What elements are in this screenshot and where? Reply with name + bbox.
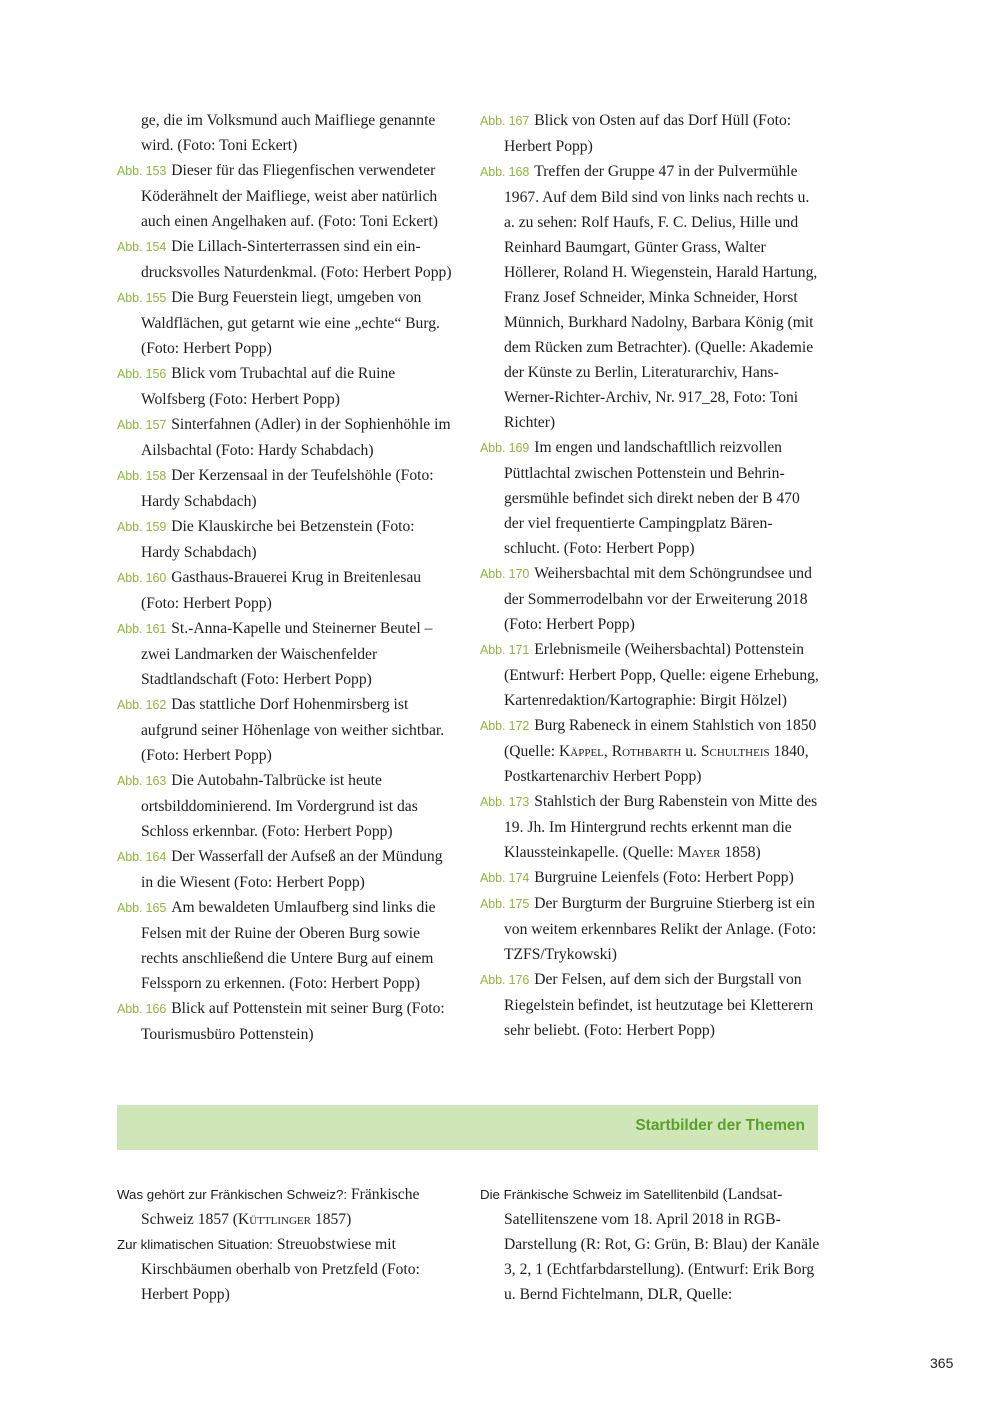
- figure-number: Abb. 170: [480, 567, 530, 581]
- figure-number: Abb. 169: [480, 441, 530, 455]
- themes-right-column: [480, 1182, 820, 1307]
- author-name: Rothbarth: [611, 743, 682, 760]
- figure-caption: [480, 789, 820, 865]
- figure-number: Abb. 163: [117, 774, 167, 788]
- caption-text: Streuobstwiese mit Kirschbäumen oberhalb von Pretzfeld (Foto: Herbert Popp): [141, 1236, 420, 1303]
- figure-caption: [117, 616, 457, 692]
- theme-title: Zur klimatischen Situation:: [117, 1237, 273, 1252]
- figure-number: Abb. 173: [480, 795, 530, 809]
- theme-title: Was gehört zur Fränkischen Schweiz?:: [117, 1187, 348, 1202]
- figure-caption: [117, 692, 457, 768]
- caption-text: Stahlstich der Burg Rabenstein von Mitte des 19. Jh. Im Hintergrund rechts erkennt man die Klaussteinkapelle. (Quelle:: [504, 793, 818, 861]
- theme-title: Die Fränkische Schweiz im Satellitenbild: [480, 1187, 719, 1202]
- caption-text: Die Klauskirche bei Betzenstein (Foto: Hardy Schabdach): [141, 518, 415, 561]
- caption-text: Das stattliche Dorf Hohenmirsberg ist aufgrund seiner Höhenlage von weither sichtbar. (Foto: Herbert Popp): [141, 696, 445, 764]
- figure-number: Abb. 176: [480, 973, 530, 987]
- caption-text: Der Wasserfall der Aufseß an der Mündung in die Wiesent (Foto: Herbert Popp): [141, 848, 443, 891]
- figure-caption: [117, 768, 457, 844]
- figure-caption: [117, 285, 457, 361]
- caption-text: Im engen und landschaftllich reizvollen Püttlachtal zwischen Pottenstein und Behringersmühle befindet sich direkt neben der B 470 der viel frequentierte Campingplatz Bärenschlucht. (Foto: Herbert Popp): [504, 439, 800, 557]
- figure-number: Abb. 174: [480, 871, 530, 885]
- section-title: Startbilder der Themen: [635, 1117, 805, 1134]
- figure-caption: [117, 463, 457, 514]
- captions-left-column: [117, 108, 457, 1047]
- figure-caption: [480, 435, 820, 561]
- caption-text: Die Lillach-Sinterterrassen sind ein eindrucksvolles Naturdenkmal. (Foto: Herbert Popp): [141, 238, 452, 281]
- caption-text: u.: [681, 743, 701, 760]
- caption-text: St.-Anna-Kapelle und Steinerner Beutel – zwei Landmarken der Waischenfelder Stadtlandschaft (Foto: Herbert Popp): [141, 620, 433, 688]
- figure-caption: [117, 514, 457, 565]
- figure-caption: [117, 844, 457, 895]
- caption-text: ge, die im Volksmund auch Maifliege genannte wird. (Foto: Toni Eckert): [141, 112, 436, 154]
- caption-text: 1858): [720, 844, 761, 861]
- figure-caption: [117, 565, 457, 616]
- figure-caption: [117, 361, 457, 412]
- caption-text: Burg Rabeneck in einem Stahlstich von 1850 (Quelle:: [504, 717, 817, 760]
- caption-text: 1840, Postkartenarchiv Herbert Popp): [504, 743, 809, 785]
- caption-text: 1857): [311, 1211, 352, 1228]
- figure-caption: [480, 865, 820, 891]
- figure-number: Abb. 160: [117, 571, 167, 585]
- figure-caption: [480, 637, 820, 713]
- author-name: Käppel: [559, 743, 604, 760]
- theme-caption: [117, 1182, 457, 1232]
- caption-text: Burgruine Leienfels (Foto: Herbert Popp): [534, 869, 794, 886]
- caption-text: Blick vom Trubachtal auf die Ruine Wolfsberg (Foto: Herbert Popp): [141, 365, 396, 408]
- author-name: Schultheis: [700, 743, 770, 760]
- theme-caption: [480, 1182, 820, 1307]
- figure-caption: [480, 159, 820, 435]
- caption-text: Der Burgturm der Burgruine Stierberg ist ein von weitem erkennbares Relikt der Anlage. (Foto: TZFS/Trykowski): [504, 895, 817, 963]
- figure-number: Abb. 154: [117, 240, 167, 254]
- figure-number: Abb. 175: [480, 897, 530, 911]
- figure-number: Abb. 167: [480, 114, 530, 128]
- author-name: Küttlinger: [238, 1211, 311, 1228]
- page-number: 365: [930, 1355, 954, 1371]
- caption-text: Weihersbachtal mit dem Schöngrundsee und der Sommerrodelbahn vor der Erweiterung 2018 (Foto: Herbert Popp): [504, 565, 812, 633]
- themes-left-column: [117, 1182, 457, 1307]
- caption-text: Blick von Osten auf das Dorf Hüll (Foto: Herbert Popp): [504, 112, 792, 155]
- caption-text: (Landsat-Satellitenszene vom 18. April 2018 in RGB-Darstellung (R: Rot, G: Grün, B: Blau) der Kanäle 3, 2, 1 (Echtfarbdarstellung). (Entwurf: Erik Borg u. Bernd Fichtelmann, DLR, Quelle:: [504, 1186, 820, 1303]
- caption-text: Blick auf Pottenstein mit seiner Burg (Foto: Tourismusbüro Pottenstein): [141, 1000, 445, 1043]
- figure-caption: [480, 967, 820, 1043]
- author-name: Mayer: [677, 844, 721, 861]
- figure-number: Abb. 164: [117, 850, 167, 864]
- theme-caption: [117, 1232, 457, 1307]
- figure-number: Abb. 172: [480, 719, 530, 733]
- figure-caption: [117, 996, 457, 1047]
- figure-number: Abb. 165: [117, 901, 167, 915]
- figure-number: Abb. 158: [117, 469, 167, 483]
- figure-caption: [117, 108, 457, 158]
- figure-caption: [117, 234, 457, 285]
- caption-text: Gasthaus-Brauerei Krug in Breitenlesau (Foto: Herbert Popp): [141, 569, 422, 612]
- figure-number: Abb. 156: [117, 367, 167, 381]
- figure-number: Abb. 168: [480, 165, 530, 179]
- caption-text: Fränkische Schweiz 1857 (: [141, 1186, 420, 1228]
- caption-text: Treffen der Gruppe 47 in der Pulvermühle 1967. Auf dem Bild sind von links nach rechts u. a. zu sehen: Rolf Haufs, F. C. Delius, Hille und Reinhard Baumgart, Günter Grass, Walter Höllerer, Roland H. Wiegenstein, Harald Hartung, Franz Josef Schneider, Minka Schneider, Horst Münnich, Burkhard Nadolny, Barbara König (mit dem Rücken zum Betrachter). (Quelle: Akademie der Künste zu Berlin, Literaturarchiv, Hans-Werner-Richter-Archiv, Nr. 917_28, Foto: Toni Richter): [504, 163, 818, 431]
- figure-caption: [480, 891, 820, 967]
- figure-caption: [480, 561, 820, 637]
- caption-text: Erlebnismeile (Weihersbachtal) Pottenstein (Entwurf: Herbert Popp, Quelle: eigene Erhebung, Kartenredaktion/Kartographie: Birgit Hölzel): [504, 641, 819, 709]
- figure-caption: [480, 108, 820, 159]
- caption-text: Dieser für das Fliegenfischen verwendeter Köderähnelt der Maifliege, weist aber natürlich auch einen Angelhaken auf. (Foto: Toni Eckert): [141, 162, 438, 230]
- captions-right-column: [480, 108, 820, 1043]
- figure-caption: [117, 412, 457, 463]
- figure-caption: [480, 713, 820, 789]
- figure-number: Abb. 153: [117, 164, 167, 178]
- caption-text: Am bewaldeten Umlaufberg sind links die Felsen mit der Ruine der Oberen Burg sowie rechts anschließend die Untere Burg auf einem Felssporn zu erkennen. (Foto: Herbert Popp): [141, 899, 436, 992]
- figure-caption: [117, 895, 457, 996]
- figure-number: Abb. 159: [117, 520, 167, 534]
- figure-caption: [117, 158, 457, 234]
- figure-number: Abb. 171: [480, 643, 530, 657]
- caption-text: Sinterfahnen (Adler) in der Sophienhöhle im Ailsbachtal (Foto: Hardy Schabdach): [141, 416, 451, 459]
- figure-number: Abb. 157: [117, 418, 167, 432]
- figure-number: Abb. 162: [117, 698, 167, 712]
- caption-text: ,: [603, 743, 612, 760]
- caption-text: Die Burg Feuerstein liegt, umgeben von Waldflächen, gut getarnt wie eine „echte“ Burg. (Foto: Herbert Popp): [141, 289, 440, 357]
- caption-text: Der Kerzensaal in der Teufelshöhle (Foto: Hardy Schabdach): [141, 467, 434, 510]
- caption-text: Die Autobahn-Talbrücke ist heute ortsbilddominierend. Im Vordergrund ist das Schloss erkennbar. (Foto: Herbert Popp): [141, 772, 418, 840]
- figure-number: Abb. 161: [117, 622, 167, 636]
- figure-number: Abb. 155: [117, 291, 167, 305]
- section-banner: [117, 1105, 818, 1150]
- caption-text: Der Felsen, auf dem sich der Burgstall von Riegelstein befindet, ist heutzutage bei Kletterern sehr beliebt. (Foto: Herbert Popp): [504, 971, 814, 1039]
- figure-number: Abb. 166: [117, 1002, 167, 1016]
